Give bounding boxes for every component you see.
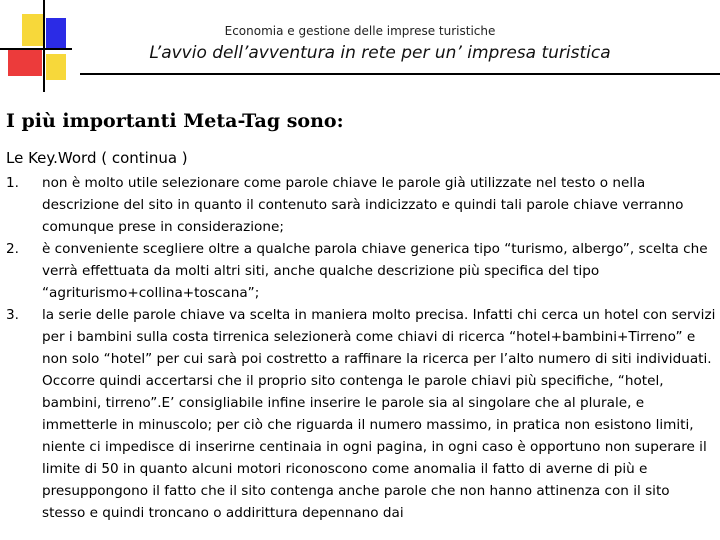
- decorative-block-graphic: [0, 0, 70, 92]
- yellow-block-lower: [46, 54, 66, 80]
- list-item-number: 3.: [6, 307, 19, 323]
- list-item-text: non è molto utile selezionare come parole chiave le parole già utilizzate nel testo o nella descrizione del sito in quanto il contenuto sarà indicizzato e quindi tali parole chiave verranno comunque prese in considerazione;: [42, 175, 684, 235]
- list-item-number: 2.: [6, 241, 19, 257]
- numbered-list: [6, 172, 716, 524]
- course-header: Economia e gestione delle imprese turistiche: [224, 24, 496, 38]
- list-item-text: la serie delle parole chiave va scelta in maniera molto precisa. Infatti chi cerca un hotel con servizi per i bambini sulla costa tirrenica selezionerà come chiavi di ricerca “hotel+bambini+Tirreno” e non solo “hotel” per cui sarà poi costretto a raffinare la ricerca per l’alto numero di siti individuati. Occorre quindi accertarsi che il proprio sito contenga le parole chiavi più specifiche, “hotel, bambini, tirreno”.E’ consigliabile infine inserire le parole sia al singolare che al plurale, e immetterle in minuscolo; per ciò che riguarda il numero massimo, in pratica non esistono limiti, niente ci impedisce di inserirne centinaia in ogni pagina, in ogni caso è opportuno non superare il limite di 50 in quanto alcuni motori riconoscono come anomalia il fatto di averne di più e presuppongono il fatto che il sito contenga anche parole che non hanno attinenza con il sito stesso e quindi troncano o addirittura depennano dai: [42, 307, 716, 521]
- list-item: [6, 238, 716, 304]
- horizontal-line: [0, 48, 72, 50]
- slide-title: I più importanti Meta-Tag sono:: [6, 110, 344, 132]
- red-block: [8, 50, 42, 76]
- list-item-text: è conveniente scegliere oltre a qualche parola chiave generica tipo “turismo, albergo”, scelta che verrà effettuata da molti altri siti, anche qualche descrizione più specifica del tipo “agriturismo+collina+toscana”;: [42, 241, 708, 301]
- vertical-line: [43, 0, 45, 92]
- list-item: [6, 304, 716, 524]
- slide-subtitle: Le Key.Word ( continua ): [6, 149, 188, 167]
- list-item: [6, 172, 716, 238]
- list-item-number: 1.: [6, 175, 19, 191]
- header-title: L’avvio dell’avventura in rete per un’ impresa turistica: [149, 43, 611, 63]
- header-divider: [80, 73, 720, 75]
